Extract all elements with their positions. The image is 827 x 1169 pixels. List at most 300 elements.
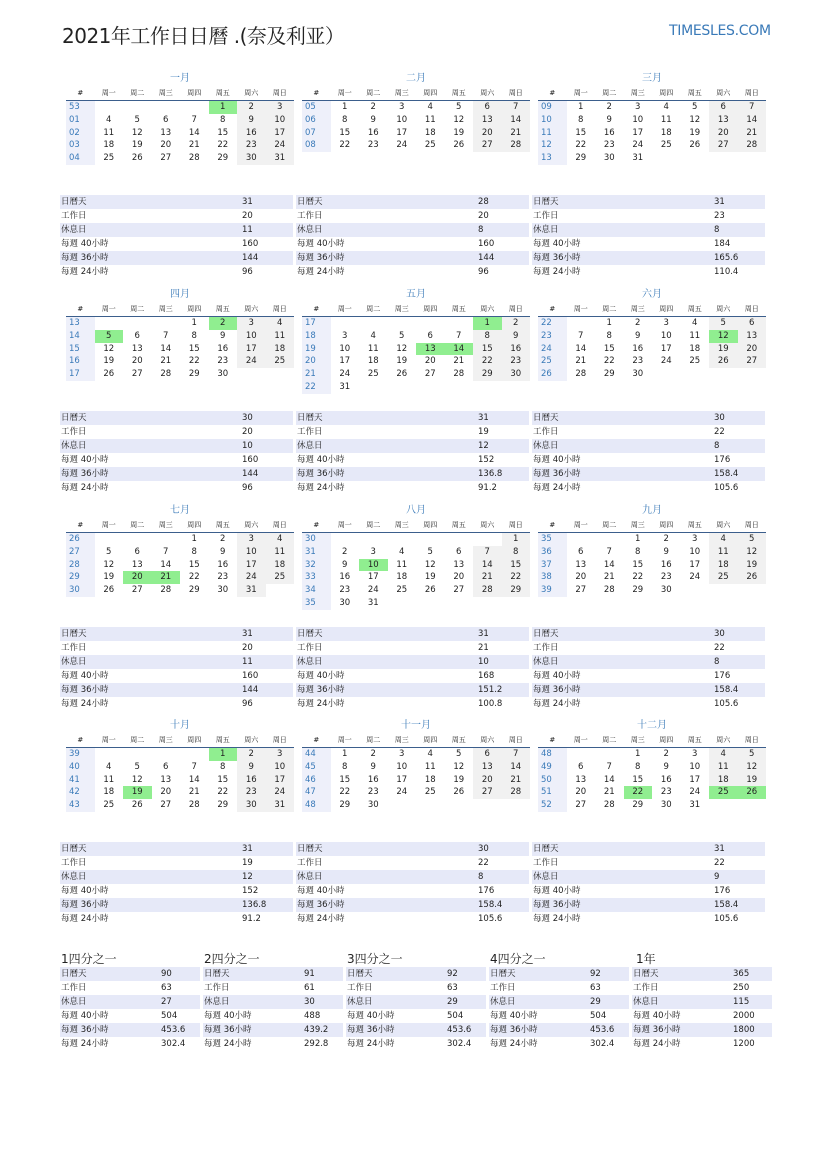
day-cell[interactable]: 3 [692,749,698,759]
day-cell[interactable]: 11 [660,114,672,125]
day-cell[interactable]: 13 [131,559,143,570]
day-cell[interactable]: 1 [209,748,238,761]
day-cell[interactable]: 2 [502,317,531,330]
day-cell[interactable]: 28 [160,369,172,380]
day-cell[interactable]: 11 [424,761,436,772]
day-cell[interactable]: 20 [575,787,587,798]
day-cell[interactable]: 16 [603,127,615,138]
day-cell[interactable]: 19 [396,356,408,367]
day-cell[interactable]: 3 [370,546,376,557]
day-cell[interactable]: 10 [339,343,351,354]
day-cell[interactable]: 25 [396,585,408,596]
day-cell[interactable]: 20 [738,343,767,356]
day-cell[interactable]: 17 [660,343,672,354]
day-cell[interactable]: 13 [709,114,738,127]
day-cell[interactable]: 2 [663,534,669,544]
day-cell[interactable]: 9 [220,330,226,341]
day-cell[interactable]: 13 [160,774,172,785]
day-cell[interactable]: 25 [266,571,295,584]
day-cell[interactable]: 22 [217,140,229,151]
day-cell[interactable]: 19 [453,774,465,785]
day-cell[interactable]: 21 [188,140,200,151]
day-cell[interactable]: 29 [188,585,200,596]
day-cell[interactable]: 12 [453,114,465,125]
day-cell[interactable]: 13 [473,761,502,774]
day-cell[interactable]: 30 [237,799,266,812]
day-cell[interactable]: 15 [217,127,229,138]
day-cell[interactable]: 7 [163,330,169,341]
day-cell[interactable]: 15 [473,343,502,356]
day-cell[interactable]: 21 [575,356,587,367]
day-cell[interactable]: 10 [396,114,408,125]
day-cell[interactable]: 29 [217,153,229,164]
day-cell[interactable]: 11 [424,114,436,125]
day-cell[interactable]: 15 [603,343,615,354]
day-cell[interactable]: 4 [709,748,738,761]
day-cell[interactable]: 13 [131,343,143,354]
day-cell[interactable]: 8 [635,761,641,772]
day-cell[interactable]: 20 [160,787,172,798]
day-cell[interactable]: 23 [502,355,531,368]
day-cell[interactable]: 28 [603,585,615,596]
day-cell[interactable]: 6 [134,330,140,341]
day-cell[interactable]: 22 [603,356,615,367]
day-cell[interactable]: 19 [103,356,115,367]
day-cell[interactable]: 14 [473,559,502,572]
day-cell[interactable]: 10 [266,114,295,127]
day-cell[interactable]: 28 [575,369,587,380]
day-cell[interactable]: 21 [603,572,615,583]
day-cell[interactable]: 27 [131,585,143,596]
day-cell[interactable]: 17 [237,343,266,356]
day-cell[interactable]: 3 [635,102,641,112]
day-cell[interactable]: 22 [502,571,531,584]
day-cell[interactable]: 4 [266,533,295,546]
day-cell[interactable]: 7 [578,330,584,341]
day-cell[interactable]: 8 [502,546,531,559]
day-cell[interactable]: 28 [453,369,465,380]
day-cell[interactable]: 6 [578,546,584,557]
day-cell[interactable]: 24 [367,585,379,596]
day-cell[interactable]: 1 [191,318,197,328]
day-cell[interactable]: 11 [103,774,115,785]
day-cell[interactable]: 3 [663,318,669,328]
day-cell[interactable]: 26 [689,140,701,151]
day-cell[interactable]: 24 [660,356,672,367]
day-cell[interactable]: 29 [632,585,644,596]
day-cell[interactable]: 12 [453,761,465,772]
day-cell[interactable]: 16 [237,127,266,140]
day-cell[interactable]: 31 [339,381,351,392]
day-cell[interactable]: 12 [689,114,701,125]
day-cell[interactable]: 3 [266,101,295,114]
day-cell[interactable]: 18 [103,787,115,798]
day-cell[interactable]: 27 [473,139,502,152]
day-cell[interactable]: 4 [399,546,405,557]
day-cell[interactable]: 12 [709,330,738,343]
day-cell[interactable]: 6 [578,761,584,772]
day-cell[interactable]: 16 [502,343,531,356]
day-cell[interactable]: 16 [217,343,229,354]
day-cell[interactable]: 28 [188,800,200,811]
day-cell[interactable]: 27 [473,786,502,799]
day-cell[interactable]: 5 [692,102,698,112]
day-cell[interactable]: 14 [575,343,587,354]
day-cell[interactable]: 21 [738,127,767,140]
day-cell[interactable]: 11 [396,559,408,570]
day-cell[interactable]: 28 [160,585,172,596]
day-cell[interactable]: 10 [632,114,644,125]
day-cell[interactable]: 25 [709,571,738,584]
day-cell[interactable]: 19 [689,127,701,138]
day-cell[interactable]: 13 [575,774,587,785]
day-cell[interactable]: 4 [427,749,433,759]
day-cell[interactable]: 4 [663,102,669,112]
day-cell[interactable]: 9 [502,330,531,343]
day-cell[interactable]: 2 [237,748,266,761]
day-cell[interactable]: 19 [738,559,767,572]
day-cell[interactable]: 3 [399,102,405,112]
day-cell[interactable]: 20 [575,572,587,583]
day-cell[interactable]: 30 [660,800,672,811]
day-cell[interactable]: 27 [575,800,587,811]
day-cell[interactable]: 26 [103,369,115,380]
day-cell[interactable]: 23 [660,787,672,798]
day-cell[interactable]: 5 [738,533,767,546]
day-cell[interactable]: 9 [635,330,641,341]
day-cell[interactable]: 24 [632,140,644,151]
day-cell[interactable]: 17 [396,774,408,785]
day-cell[interactable]: 29 [603,369,615,380]
day-cell[interactable]: 27 [709,139,738,152]
day-cell[interactable]: 3 [342,330,348,341]
day-cell[interactable]: 28 [188,153,200,164]
day-cell[interactable]: 5 [134,114,140,125]
day-cell[interactable]: 11 [709,761,738,774]
day-cell[interactable]: 26 [131,800,143,811]
day-cell[interactable]: 12 [103,343,115,354]
day-cell[interactable]: 1 [342,102,348,112]
day-cell[interactable]: 27 [131,369,143,380]
day-cell[interactable]: 16 [339,572,351,583]
day-cell[interactable]: 17 [367,572,379,583]
day-cell[interactable]: 10 [689,546,701,557]
day-cell[interactable]: 5 [456,102,462,112]
day-cell[interactable]: 21 [473,571,502,584]
day-cell[interactable]: 6 [738,317,767,330]
day-cell[interactable]: 17 [266,774,295,787]
day-cell[interactable]: 22 [624,786,653,799]
day-cell[interactable]: 12 [396,343,408,354]
day-cell[interactable]: 16 [367,774,379,785]
day-cell[interactable]: 26 [738,786,767,799]
day-cell[interactable]: 20 [709,127,738,140]
day-cell[interactable]: 16 [367,127,379,138]
day-cell[interactable]: 1 [635,534,641,544]
day-cell[interactable]: 27 [738,355,767,368]
day-cell[interactable]: 4 [106,761,112,772]
day-cell[interactable]: 15 [575,127,587,138]
day-cell[interactable]: 5 [134,761,140,772]
day-cell[interactable]: 8 [191,546,197,557]
day-cell[interactable]: 24 [689,787,701,798]
day-cell[interactable]: 14 [603,774,615,785]
day-cell[interactable]: 23 [367,140,379,151]
day-cell[interactable]: 1 [342,749,348,759]
day-cell[interactable]: 1 [578,102,584,112]
day-cell[interactable]: 8 [473,330,502,343]
day-cell[interactable]: 23 [217,572,229,583]
day-cell[interactable]: 7 [502,748,531,761]
day-cell[interactable]: 24 [266,786,295,799]
day-cell[interactable]: 8 [342,761,348,772]
day-cell[interactable]: 18 [660,127,672,138]
day-cell[interactable]: 14 [502,114,531,127]
day-cell[interactable]: 7 [606,761,612,772]
day-cell[interactable]: 30 [217,369,229,380]
day-cell[interactable]: 12 [131,774,143,785]
day-cell[interactable]: 8 [220,114,226,125]
day-cell[interactable]: 11 [689,330,701,341]
day-cell[interactable]: 5 [709,317,738,330]
day-cell[interactable]: 7 [163,546,169,557]
day-cell[interactable]: 7 [191,114,197,125]
day-cell[interactable]: 16 [217,559,229,570]
day-cell[interactable]: 18 [689,343,701,354]
day-cell[interactable]: 23 [237,139,266,152]
day-cell[interactable]: 14 [160,559,172,570]
day-cell[interactable]: 26 [424,585,436,596]
day-cell[interactable]: 8 [342,114,348,125]
day-cell[interactable]: 8 [220,761,226,772]
day-cell[interactable]: 30 [502,368,531,381]
day-cell[interactable]: 24 [266,139,295,152]
day-cell[interactable]: 9 [237,114,266,127]
day-cell[interactable]: 17 [632,127,644,138]
day-cell[interactable]: 9 [606,114,612,125]
day-cell[interactable]: 19 [424,572,436,583]
day-cell[interactable]: 17 [689,559,701,570]
day-cell[interactable]: 3 [692,534,698,544]
day-cell[interactable]: 14 [188,774,200,785]
day-cell[interactable]: 6 [163,761,169,772]
day-cell[interactable]: 27 [160,153,172,164]
day-cell[interactable]: 1 [209,101,238,114]
day-cell[interactable]: 5 [106,546,112,557]
day-cell[interactable]: 24 [689,572,701,583]
day-cell[interactable]: 16 [660,559,672,570]
day-cell[interactable]: 5 [427,546,433,557]
day-cell[interactable]: 18 [367,356,379,367]
day-cell[interactable]: 7 [456,330,462,341]
day-cell[interactable]: 11 [367,343,379,354]
day-cell[interactable]: 2 [663,749,669,759]
day-cell[interactable]: 15 [217,774,229,785]
day-cell[interactable]: 6 [134,546,140,557]
day-cell[interactable]: 14 [738,114,767,127]
day-cell[interactable]: 15 [632,774,644,785]
day-cell[interactable]: 30 [660,585,672,596]
day-cell[interactable]: 7 [473,546,502,559]
day-cell[interactable]: 6 [163,114,169,125]
day-cell[interactable]: 30 [217,585,229,596]
day-cell[interactable]: 28 [473,584,502,597]
day-cell[interactable]: 26 [738,571,767,584]
day-cell[interactable]: 12 [424,559,436,570]
day-cell[interactable]: 19 [103,572,115,583]
day-cell[interactable]: 2 [606,102,612,112]
day-cell[interactable]: 31 [632,153,644,164]
day-cell[interactable]: 5 [456,749,462,759]
day-cell[interactable]: 6 [456,546,462,557]
day-cell[interactable]: 21 [502,774,531,787]
day-cell[interactable]: 28 [603,800,615,811]
day-cell[interactable]: 16 [237,774,266,787]
day-cell[interactable]: 2 [342,546,348,557]
day-cell[interactable]: 9 [663,546,669,557]
day-cell[interactable]: 17 [237,559,266,572]
day-cell[interactable]: 21 [502,127,531,140]
day-cell[interactable]: 7 [606,546,612,557]
day-cell[interactable]: 20 [131,356,143,367]
day-cell[interactable]: 6 [427,330,433,341]
day-cell[interactable]: 25 [103,800,115,811]
day-cell[interactable]: 6 [473,101,502,114]
day-cell[interactable]: 27 [453,585,465,596]
day-cell[interactable]: 1 [635,749,641,759]
day-cell[interactable]: 21 [453,356,465,367]
day-cell[interactable]: 31 [266,799,295,812]
day-cell[interactable]: 15 [502,559,531,572]
day-cell[interactable]: 9 [370,114,376,125]
day-cell[interactable]: 10 [237,330,266,343]
day-cell[interactable]: 14 [603,559,615,570]
day-cell[interactable]: 25 [660,140,672,151]
day-cell[interactable]: 29 [502,584,531,597]
day-cell[interactable]: 19 [709,343,738,356]
day-cell[interactable]: 3 [237,533,266,546]
day-cell[interactable]: 6 [473,748,502,761]
day-cell[interactable]: 17 [339,356,351,367]
day-cell[interactable]: 19 [738,774,767,787]
day-cell[interactable]: 17 [396,127,408,138]
day-cell[interactable]: 8 [606,330,612,341]
day-cell[interactable]: 11 [266,330,295,343]
day-cell[interactable]: 3 [266,748,295,761]
day-cell[interactable]: 23 [660,572,672,583]
day-cell[interactable]: 9 [237,761,266,774]
day-cell[interactable]: 9 [370,761,376,772]
day-cell[interactable]: 31 [367,597,379,608]
day-cell[interactable]: 15 [632,559,644,570]
day-cell[interactable]: 24 [237,355,266,368]
day-cell[interactable]: 20 [473,127,502,140]
day-cell[interactable]: 26 [103,585,115,596]
day-cell[interactable]: 14 [160,343,172,354]
day-cell[interactable]: 23 [237,786,266,799]
day-cell[interactable]: 31 [689,800,701,811]
day-cell[interactable]: 25 [424,140,436,151]
day-cell[interactable]: 30 [339,597,351,608]
day-cell[interactable]: 18 [266,343,295,356]
day-cell[interactable]: 19 [453,127,465,138]
day-cell[interactable]: 28 [502,139,531,152]
day-cell[interactable]: 23 [339,585,351,596]
day-cell[interactable]: 8 [191,330,197,341]
day-cell[interactable]: 14 [445,343,474,356]
day-cell[interactable]: 22 [339,140,351,151]
day-cell[interactable]: 13 [738,330,767,343]
day-cell[interactable]: 5 [95,330,124,343]
day-cell[interactable]: 29 [217,800,229,811]
day-cell[interactable]: 11 [103,127,115,138]
day-cell[interactable]: 25 [424,787,436,798]
day-cell[interactable]: 17 [689,774,701,785]
day-cell[interactable]: 2 [370,749,376,759]
day-cell[interactable]: 26 [453,140,465,151]
day-cell[interactable]: 21 [603,787,615,798]
day-cell[interactable]: 1 [191,534,197,544]
day-cell[interactable]: 25 [103,153,115,164]
day-cell[interactable]: 23 [217,356,229,367]
day-cell[interactable]: 12 [738,546,767,559]
day-cell[interactable]: 24 [339,369,351,380]
day-cell[interactable]: 29 [473,368,502,381]
day-cell[interactable]: 13 [473,114,502,127]
day-cell[interactable]: 27 [575,585,587,596]
day-cell[interactable]: 16 [632,343,644,354]
day-cell[interactable]: 15 [188,343,200,354]
day-cell[interactable]: 24 [237,571,266,584]
day-cell[interactable]: 12 [103,559,115,570]
day-cell[interactable]: 20 [473,774,502,787]
day-cell[interactable]: 7 [502,101,531,114]
day-cell[interactable]: 10 [396,761,408,772]
day-cell[interactable]: 29 [339,800,351,811]
brand-link[interactable]: TIMESLES.COM [669,23,771,39]
day-cell[interactable]: 9 [220,546,226,557]
day-cell[interactable]: 2 [209,317,238,330]
day-cell[interactable]: 13 [575,559,587,570]
day-cell[interactable]: 10 [660,330,672,341]
day-cell[interactable]: 20 [424,356,436,367]
day-cell[interactable]: 30 [367,800,379,811]
day-cell[interactable]: 20 [160,140,172,151]
day-cell[interactable]: 24 [396,140,408,151]
day-cell[interactable]: 22 [632,572,644,583]
day-cell[interactable]: 21 [188,787,200,798]
day-cell[interactable]: 22 [217,787,229,798]
day-cell[interactable]: 10 [689,761,701,772]
day-cell[interactable]: 21 [160,356,172,367]
day-cell[interactable]: 15 [188,559,200,570]
day-cell[interactable]: 17 [266,127,295,140]
day-cell[interactable]: 15 [339,127,351,138]
day-cell[interactable]: 22 [188,356,200,367]
day-cell[interactable]: 31 [266,152,295,165]
day-cell[interactable]: 22 [575,140,587,151]
day-cell[interactable]: 18 [103,140,115,151]
day-cell[interactable]: 2 [220,534,226,544]
day-cell[interactable]: 18 [709,559,738,572]
day-cell[interactable]: 4 [709,533,738,546]
day-cell[interactable]: 1 [473,317,502,330]
day-cell[interactable]: 20 [123,571,152,584]
day-cell[interactable]: 10 [359,559,388,572]
day-cell[interactable]: 11 [266,546,295,559]
day-cell[interactable]: 18 [424,774,436,785]
day-cell[interactable]: 4 [266,317,295,330]
